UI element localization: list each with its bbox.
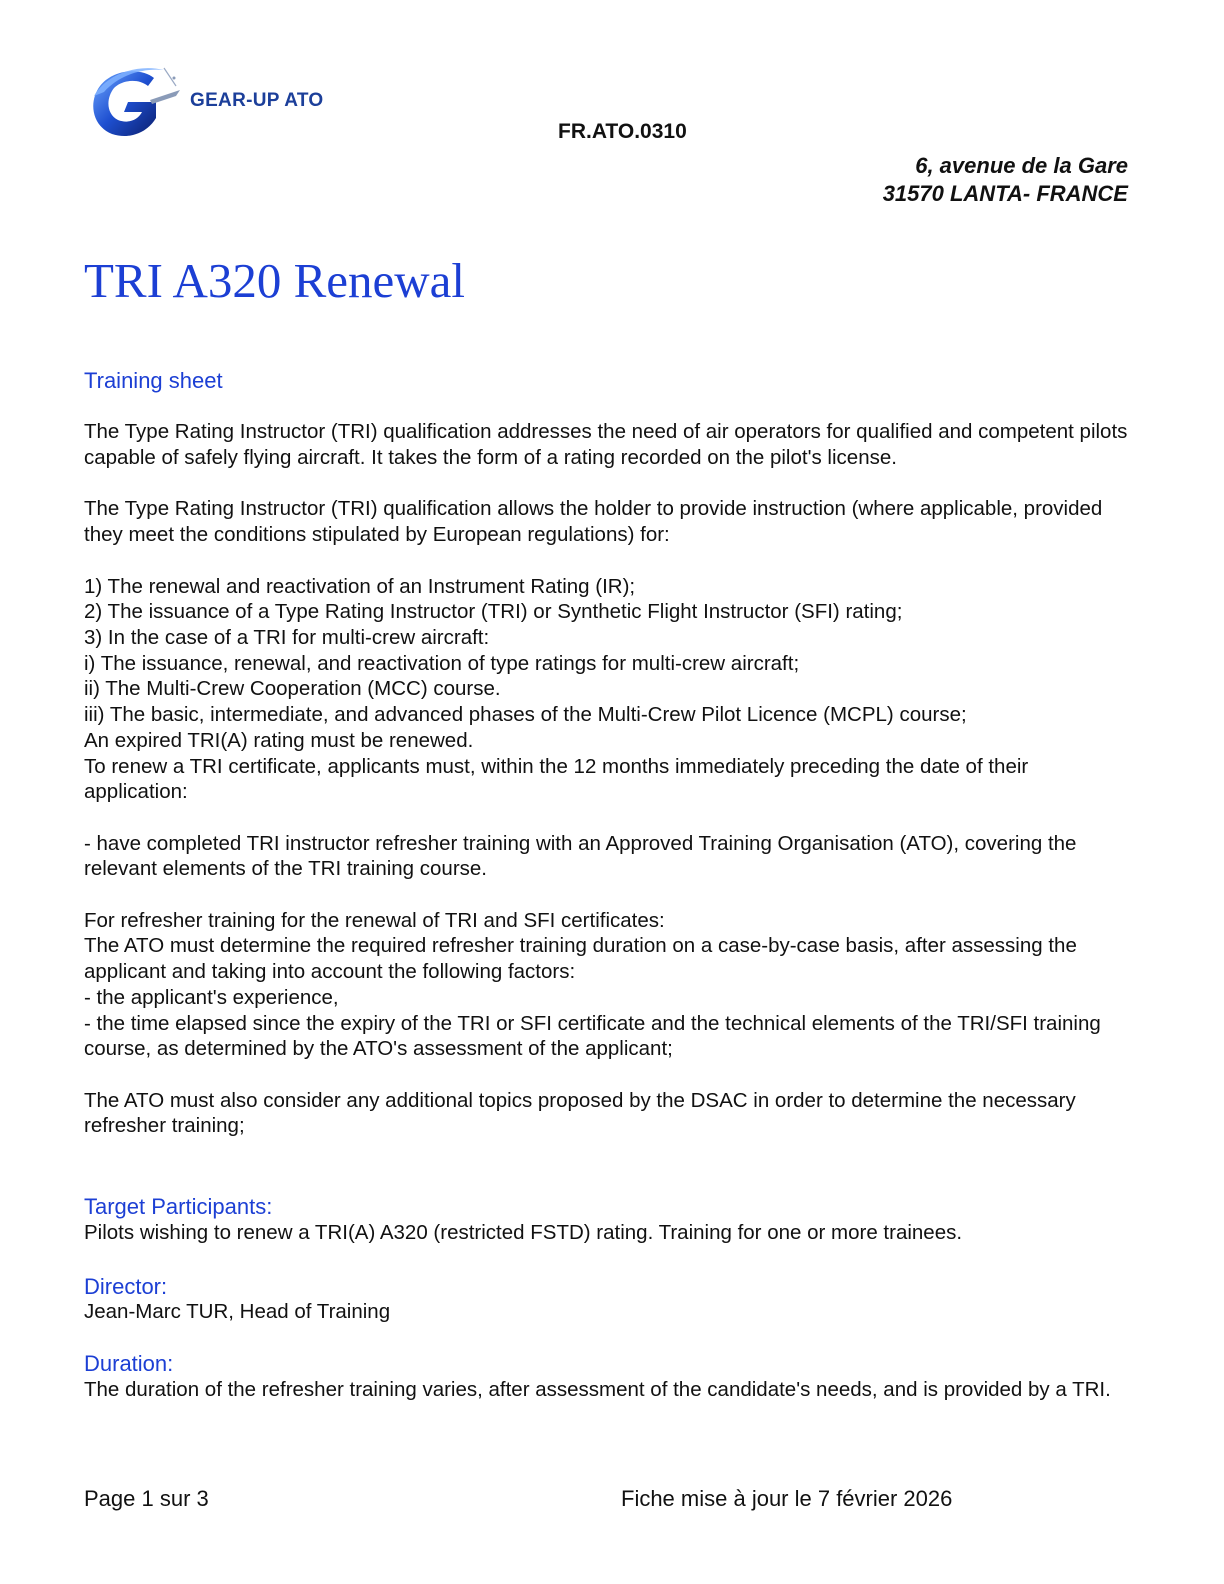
page-number: Page 1 sur 3 [84,1486,209,1511]
section-heading-training-sheet: Training sheet [84,368,223,393]
director-heading: Director: [84,1273,168,1299]
document-reference: FR.ATO.0310 [558,120,687,143]
address-line-1: 6, avenue de la Gare [915,153,1128,178]
list-item: iii) The basic, intermediate, and advanced phases of the Multi-Crew Pilot Licence (MCPL) course; [84,703,967,727]
list-item: 3) In the case of a TRI for multi-crew aircraft: [84,625,490,649]
logo-text: GEAR-UP ATO [190,90,324,111]
target-participants-heading: Target Participants: [84,1194,273,1220]
refresher-line: For refresher training for the renewal of TRI and SFI certificates: [84,908,665,932]
refresher-line: - the applicant's experience, [84,985,339,1009]
list-item: ii) The Multi-Crew Cooperation (MCC) course. [84,677,501,701]
refresher-line: - the time elapsed since the expiry of the TRI or SFI certificate and the technical elements of the TRI/SFI training course, as determined by the ATO's assessment of the applicant; [84,1011,1101,1061]
company-logo [84,56,354,140]
duration-heading: Duration: [84,1351,174,1377]
duration-text: The duration of the refresher training varies, after assessment of the candidate's needs, and is provided by a TRI. [84,1377,1111,1401]
page-title: TRI A320 Renewal [84,253,466,308]
update-date: Fiche mise à jour le 7 février 2026 [621,1486,953,1511]
intro-paragraph-1: The Type Rating Instructor (TRI) qualification addresses the need of air operators for qualified and competent pilots capable of safely flying aircraft. It takes the form of a rating recorded on the pilot's license. [84,420,1128,470]
target-participants-text: Pilots wishing to renew a TRI(A) A320 (restricted FSTD) rating. Training for one or more trainees. [84,1221,963,1245]
gear-up-logo-icon [84,56,184,140]
document-body [84,368,1134,1403]
director-text: Jean-Marc TUR, Head of Training [84,1300,391,1324]
list-item: 2) The issuance of a Type Rating Instructor (TRI) or Synthetic Flight Instructor (SFI) rating; [84,600,903,624]
refresher-line: The ATO must determine the required refresher training duration on a case-by-case basis, after assessing the applicant and taking into account the following factors: [84,934,1077,984]
intro-paragraph-2: The Type Rating Instructor (TRI) qualification allows the holder to provide instruction (where applicable, provided they meet the conditions stipulated by European regulations) for: [84,497,1103,547]
list-item: i) The issuance, renewal, and reactivation of type ratings for multi-crew aircraft; [84,651,800,675]
list-item: To renew a TRI certificate, applicants must, within the 12 months immediately preceding the date of their application: [84,754,1029,804]
requirement-paragraph: - have completed TRI instructor refresher training with an Approved Training Organisation (ATO), covering the relevant elements of the TRI training course. [84,831,1077,881]
list-item: An expired TRI(A) rating must be renewed. [84,728,474,752]
address-line-2: 31570 LANTA- FRANCE [882,181,1128,206]
address-block [883,152,1128,208]
list-item: 1) The renewal and reactivation of an Instrument Rating (IR); [84,574,636,598]
dsac-paragraph: The ATO must also consider any additional topics proposed by the DSAC in order to determine the necessary refresher training; [84,1088,1076,1138]
